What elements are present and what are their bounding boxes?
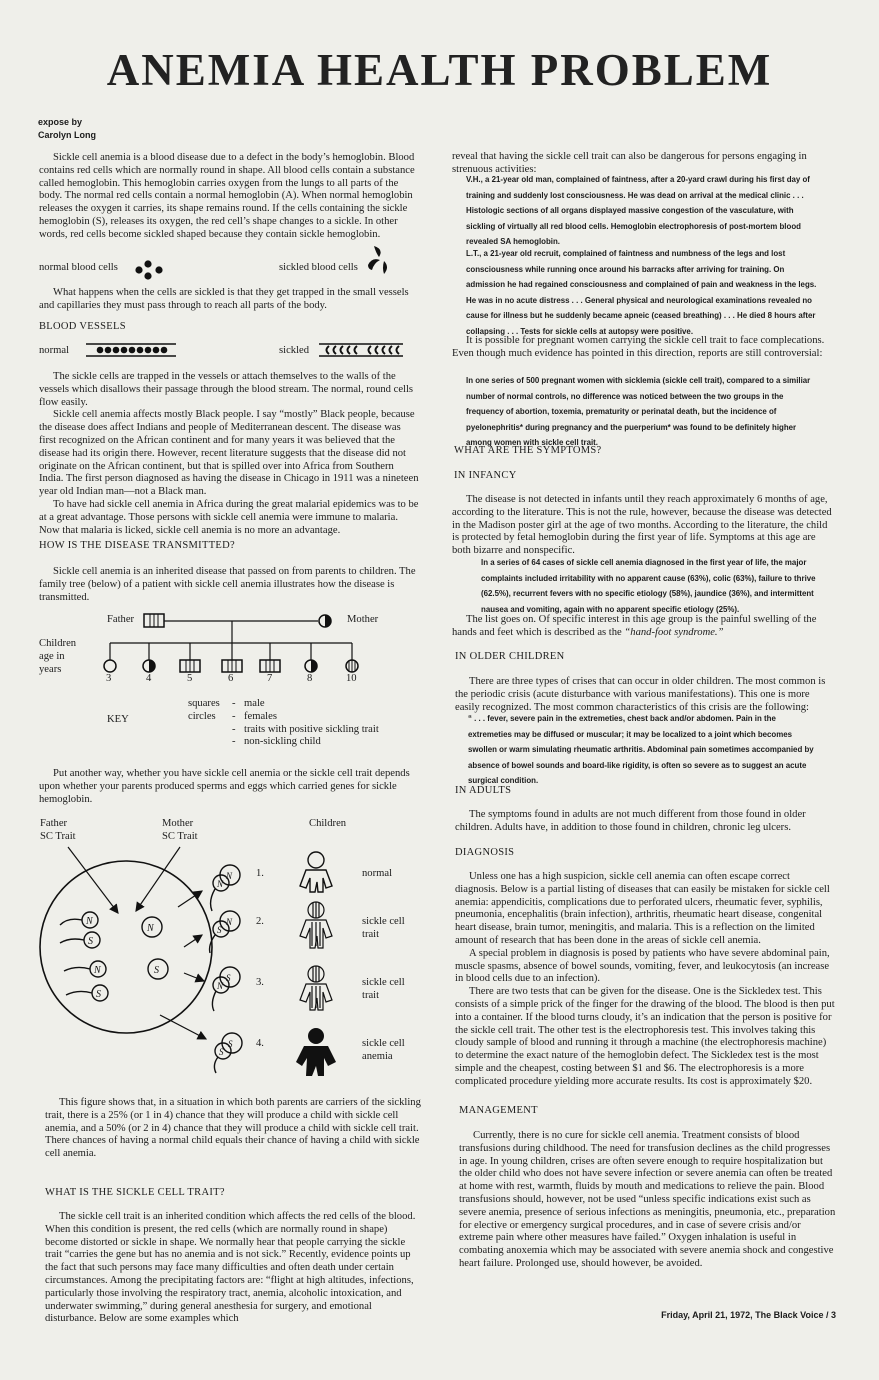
family-tree-diagram	[100, 610, 370, 680]
page-footer: Friday, April 21, 1972, The Black Voice / 3	[661, 1310, 836, 1320]
age-4: 4	[146, 673, 152, 684]
svg-text:S: S	[96, 989, 101, 1000]
figure-paragraph: This figure shows that, in a situation in which both parents are carriers of the sickling trait, there is a 25% (or 1 in 4) chance that they will produce a child with sickle cell anemia, and a 50% (or 2 in 4) chance that they will produce a child with sickle cell trait. There chances of having a normal child equals their chance of having a child with sickle cell anemia.	[45, 1097, 421, 1160]
transmitted-heading: HOW IS THE DISEASE TRANSMITTED?	[39, 540, 235, 551]
svg-text:N: N	[226, 917, 233, 927]
svg-text:N: N	[226, 871, 233, 881]
key-list: squares - male circles - females - traits with positive sickling trait - non-sickling child	[188, 698, 379, 748]
inherit-mother-label: Mother SC Trait	[162, 818, 198, 842]
blood-vessels-heading: BLOOD VESSELS	[39, 321, 126, 332]
pregnant-quote: In one series of 500 pregnant women with sicklemia (sickle cell trait), compared to a similiar number of normal controls, no difference was noticed between the two groups in the frequency of abortion, toxemia, prematurity or perinatal death, but the incidence of pyelonephritis* during pregnancy and the puerperium* was found to be definitely higher among women with sickle cell trait.	[466, 376, 811, 448]
zygote-ns-icon	[210, 911, 240, 953]
row-4-number: 4.	[256, 1038, 264, 1049]
child-5-icon	[260, 660, 280, 672]
egg-s-icon	[148, 959, 168, 979]
key-label: KEY	[107, 714, 129, 725]
row-2-number: 2.	[256, 916, 264, 927]
older-heading: IN OLDER CHILDREN	[455, 651, 565, 662]
tree-father-label: Father	[107, 614, 135, 625]
normal-vessel-icon	[86, 343, 178, 357]
svg-text:S: S	[154, 965, 159, 976]
byline-author: Carolyn Long	[38, 130, 96, 140]
older-paragraph: There are three types of crises that can occur in older children. The most common is the periodic crisis (acute disturbance with various manifestations). This one is more easily recognized. The most common characteristics of this crisis are the following:	[455, 676, 826, 713]
age-3: 3	[106, 673, 112, 684]
adults-heading: IN ADULTS	[455, 785, 512, 796]
page-title: ANEMIA HEALTH PROBLEM	[106, 45, 773, 95]
normal-cells-icon	[132, 259, 172, 281]
svg-text:S: S	[88, 936, 93, 947]
germ-cell-circle	[40, 861, 212, 1033]
diagnosis-heading: DIAGNOSIS	[455, 847, 515, 858]
vessel-sickled-label: sickled	[279, 345, 310, 356]
infancy-paragraph: The disease is not detected in infants until they reach approximately 6 months of age, according to the literature. This is not the rule, however, because the disease was detected in the Madison poster girl at the age of two months. According to the literature, the child is protected by fetal hemoglobin during the first year of life. Symptoms at this age are both bizarre and nonspecific.	[452, 494, 832, 557]
infancy-quote: In a series of 64 cases of sickle cell anemia diagnosed in the first year of life, the major complaints included irritability with no apparent cause (63%), colic (63%), failure to thrive (62.5%), recurrent fevers with no specific etiology (58%), jaundice (36%), and intermittent nausea and vomiting, again with no apparent specific etiology (25%).	[481, 558, 816, 614]
symptoms-heading: WHAT ARE THE SYMPTOMS?	[454, 445, 602, 456]
row-1-number: 1.	[256, 868, 264, 879]
byline-line: expose by	[38, 117, 83, 127]
svg-text:N: N	[217, 981, 224, 991]
mother-circle-icon	[319, 615, 331, 627]
anemia-child-icon	[296, 1028, 336, 1076]
row-4-label: sickle cell anemia	[362, 1038, 405, 1062]
trait-child-icon	[300, 902, 332, 948]
adults-paragraph: The symptoms found in adults are not much different from those found in older children. Adults have, in addition to those found in children, chronic leg ulcers.	[455, 809, 806, 833]
tree-mother-label: Mother	[347, 614, 379, 625]
older-quote: “ . . . fever, severe pain in the extremeties, chest back and/or abdomen. Pain in the extremeties may be diffused or muscular; it may be localized to a joint which becomes swollen or warm simulating rheumatic arthritis. Abdominal pain sometimes accompanied by absence of bowel sounds and board-like rigidity, is often so severe as to suggest an acute surgical condition.	[468, 714, 814, 786]
trait-heading: WHAT IS THE SICKLE CELL TRAIT?	[45, 1187, 225, 1198]
intro-paragraph: Sickle cell anemia is a blood disease due to a defect in the body’s hemoglobin. Blood contains red cells which are normally round in shape. All blood cells contain a substance called hemoglobin. This hemoglobin carries oxygen from the lungs to all parts of the body. The normal red cells contain a normal hemoglobin (A). When normal hemoglobin releases the oxygen it carries, its shape remains round. If the cells containing the sickle hemoglobin (S), releases its oxygen, the red cell’s shape changes to a sickle. In other words, red cells become sickled shaped because they contain sickle hemoglobin.	[39, 152, 415, 240]
child-7-icon	[346, 660, 358, 672]
transmitted-paragraph-2: Put another way, whether you have sickle cell anemia or the sickle cell trait depends upon whether your parents produced sperms and eggs which carried genes for sickle hemoglobin.	[39, 768, 410, 805]
children-figures	[292, 848, 348, 1088]
case-vh: V.H., a 21-year old man, complained of faintness, after a 20-yard crawl during his first day of training and suddenly lost consciousness. He was dead on arrival at the medical clinic . . . Histologic sections of all organs displayed massive congestion of the vasculature, with sickling of virtually all red blood cells. Hemoglobin electrophoresis of post-mortem blood revealed SA hemoglobin.	[466, 175, 810, 247]
inheritance-diagram	[30, 845, 270, 1075]
sperm-n-icon	[64, 961, 106, 977]
age-5: 5	[187, 673, 193, 684]
sperm-s-icon	[60, 932, 100, 948]
row-1-label: normal	[362, 868, 393, 879]
normal-child-icon	[300, 852, 332, 892]
svg-text:S: S	[226, 973, 231, 983]
zygote-ss-icon	[214, 1033, 242, 1073]
vessel-normal-label: normal	[39, 345, 70, 356]
diagnosis-paragraphs: Unless one has a high suspicion, sickle cell anemia can often escape correct diagnosis. Below is a partial listing of diseases that can easily be mistaken for sickle cell anemia: appendicitis, complications due to perforated ulcers, rheumatic fever, syphilis, pneumonia, encephalitis (brain infection), arthritis, rheumatic heart disease, congenital heart disease, brain tumor, meningitis, and malaria. This is a reflection on the limited amount of research that has been done in the areas of sickle cell anemia. A special problem in diagnosis is posed by patients who have severe abdominal pain, muscle spasms, absence of bowel sounds, vomiting, fever, and leukocytosis (an increase in blood cells due to an infection). There are two tests that can be given for the disease. One is the Sickledex test. This consists of a simple prick of the finger for the drawing of the blood. The blood is then put into a container. If the blood turns cloudy, it’s an indication that the person is positive for the sickle cell trait. The other test is the electrophoresis test. This involves taking this cloudy sample of blood and running it through a machine (the electrophoresis machine) to determine the exact nature of the hemoglobin defect. The Sickledex test is the most simple and the cheapest, costing between $1 and $6. The electrophoresis is a more complicated procedure yielding more accurate results. Its cost is approximately $20.	[455, 871, 835, 1087]
management-heading: MANAGEMENT	[459, 1105, 538, 1116]
child-4-icon	[222, 660, 242, 672]
age-10: 10	[346, 673, 357, 684]
trait-child-icon	[300, 966, 332, 1010]
hand-foot-term: “hand-foot syndrome.”	[624, 626, 724, 638]
sickled-cells-label: sickled blood cells	[279, 262, 358, 273]
right-intro: reveal that having the sickle cell trait can also be dangerous for persons engaging in strenuous activities:	[452, 151, 807, 175]
svg-text:S: S	[217, 925, 222, 935]
infancy-after: The list goes on. Of specific interest in this age group is the painful swelling of the hands and feet which is described as the “hand-foot syndrome.”	[452, 614, 817, 638]
management-paragraph: Currently, there is no cure for sickle cell anemia. Treatment consists of blood transfusions during childhood. The need for transfusion declines as the child progresses in age. In young children, crises are often severe enough to require hospitalization but the older child who does not have severe infection or severe anemia can often be treated at home with rest, warmth, fluids by mouth and medications to relieve the pain. Blood transfusions should, however, not be used “unless specific indications exist such as severe anemia, presence of serious infections as meningitis, pneumonia, etc., preparation for elective or emergency surgical procedures, and in case of severe crisis and/or extreme pain where other measures have failed.” Oxygen inhalation is useful in combating anoxemia which may be associated with severe anemia shock and congestive heart failure. Prolonged use, should however, be avoided.	[459, 1130, 836, 1269]
row-3-label: sickle cell trait	[362, 977, 405, 1001]
child-6-icon	[305, 660, 317, 672]
sperm-n-icon	[60, 912, 98, 928]
svg-text:S: S	[219, 1047, 224, 1057]
pregnant-paragraph: It is possible for pregnant women carrying the sickle cell trait to face complecations. Even though much evidence has pointed in this direction, reports are still controversial:	[452, 335, 825, 359]
row-2-label: sickle cell trait	[362, 916, 405, 940]
sickled-vessel-icon	[319, 343, 405, 357]
infancy-heading: IN INFANCY	[454, 470, 517, 481]
egg-n-icon	[142, 917, 162, 937]
sickled-cells-icon	[364, 243, 394, 277]
vessels-paragraphs: The sickle cells are trapped in the vessels or attach themselves to the walls of the vessels which disallows their passage through the blood stream. The normal, round cells flow easily. Sickle cell anemia affects mostly Black people. I say “mostly” Black people, because the disease does affect Indians and people of Mediterranean descent. The disease was first recognized on the African continent and for many years it was believed that the disease had its origin there. However, recent literature suggests that the disease did not originate on the African continent, but that is spilled over into Africa from Southern India. The first person diagnosed as having the disease in Chicago in 1911 was a nineteen year old Indian man—not a Black man. To have had sickle cell anemia in Africa during the great malarial epidemics was to be at a great advantage. Those persons with sickle cell anemia were immune to malaria. Now that malaria is licked, sickle cell anemia is no more an advantage.	[39, 371, 419, 536]
transmitted-paragraph: Sickle cell anemia is an inherited disease that passed on from parents to children. The family tree (below) of a patient with sickle cell anemia illustrates how the disease is transmitted.	[39, 566, 416, 603]
svg-text:N: N	[147, 923, 154, 934]
age-6: 6	[228, 673, 234, 684]
child-1-icon	[104, 660, 116, 672]
sperm-s-icon	[66, 985, 108, 1001]
child-3-icon	[180, 660, 200, 672]
inherit-father-label: Father SC Trait	[40, 818, 76, 842]
normal-cells-label: normal blood cells	[39, 262, 118, 273]
tree-children-label: Children age in years	[39, 638, 77, 675]
trapped-paragraph: What happens when the cells are sickled is that they get trapped in the small vessels and capillaries they must pass through to reach all parts of the body.	[39, 287, 409, 311]
age-8: 8	[307, 673, 313, 684]
svg-text:N: N	[94, 965, 101, 976]
father-square-icon	[144, 614, 164, 627]
trait-paragraph: The sickle cell trait is an inherited condition which affects the red cells of the blood. When this condition is present, the red cells (which are normally round in shape) become distorted or sickle in shape. We normally hear that people carrying the sickle trait “carries the gene but has no anemia and is not sick.” Recently, evidence points up the fact that such persons may face many difficulties and often death under certain circumstances. Among the precipitating factors are: “flight at high altitudes, infections, particularly those involving the respiratory tract, anemia, alcoholic intoxication, and underwater swimming,” during general anesthesia for surgery, and emotional disturbance. Below are some examples which	[45, 1211, 416, 1325]
svg-text:N: N	[86, 916, 93, 927]
inherit-children-label: Children	[309, 818, 347, 829]
svg-text:S: S	[228, 1039, 233, 1049]
child-2-icon	[143, 660, 155, 672]
byline	[38, 116, 96, 142]
zygote-nn-icon	[211, 865, 240, 911]
row-3-number: 3.	[256, 977, 264, 988]
age-7: 7	[267, 673, 273, 684]
zygote-sn-icon	[212, 967, 240, 1011]
svg-text:N: N	[217, 879, 224, 889]
case-lt: L.T., a 21-year old recruit, complained of faintness and numbness of the legs and lost consciousness while running once around his barracks after arriving for training. On admission he had regained consciousness and complained of pain and weakness in the legs. He was in no acute distress . . . General physical and neurological examinations revealed no cause for illness but he suddenly became apneic (ceased breathing) . . . He died 8 hours after collapsing . . . Tests for sickle cells at autopsy were positive.	[466, 249, 817, 336]
